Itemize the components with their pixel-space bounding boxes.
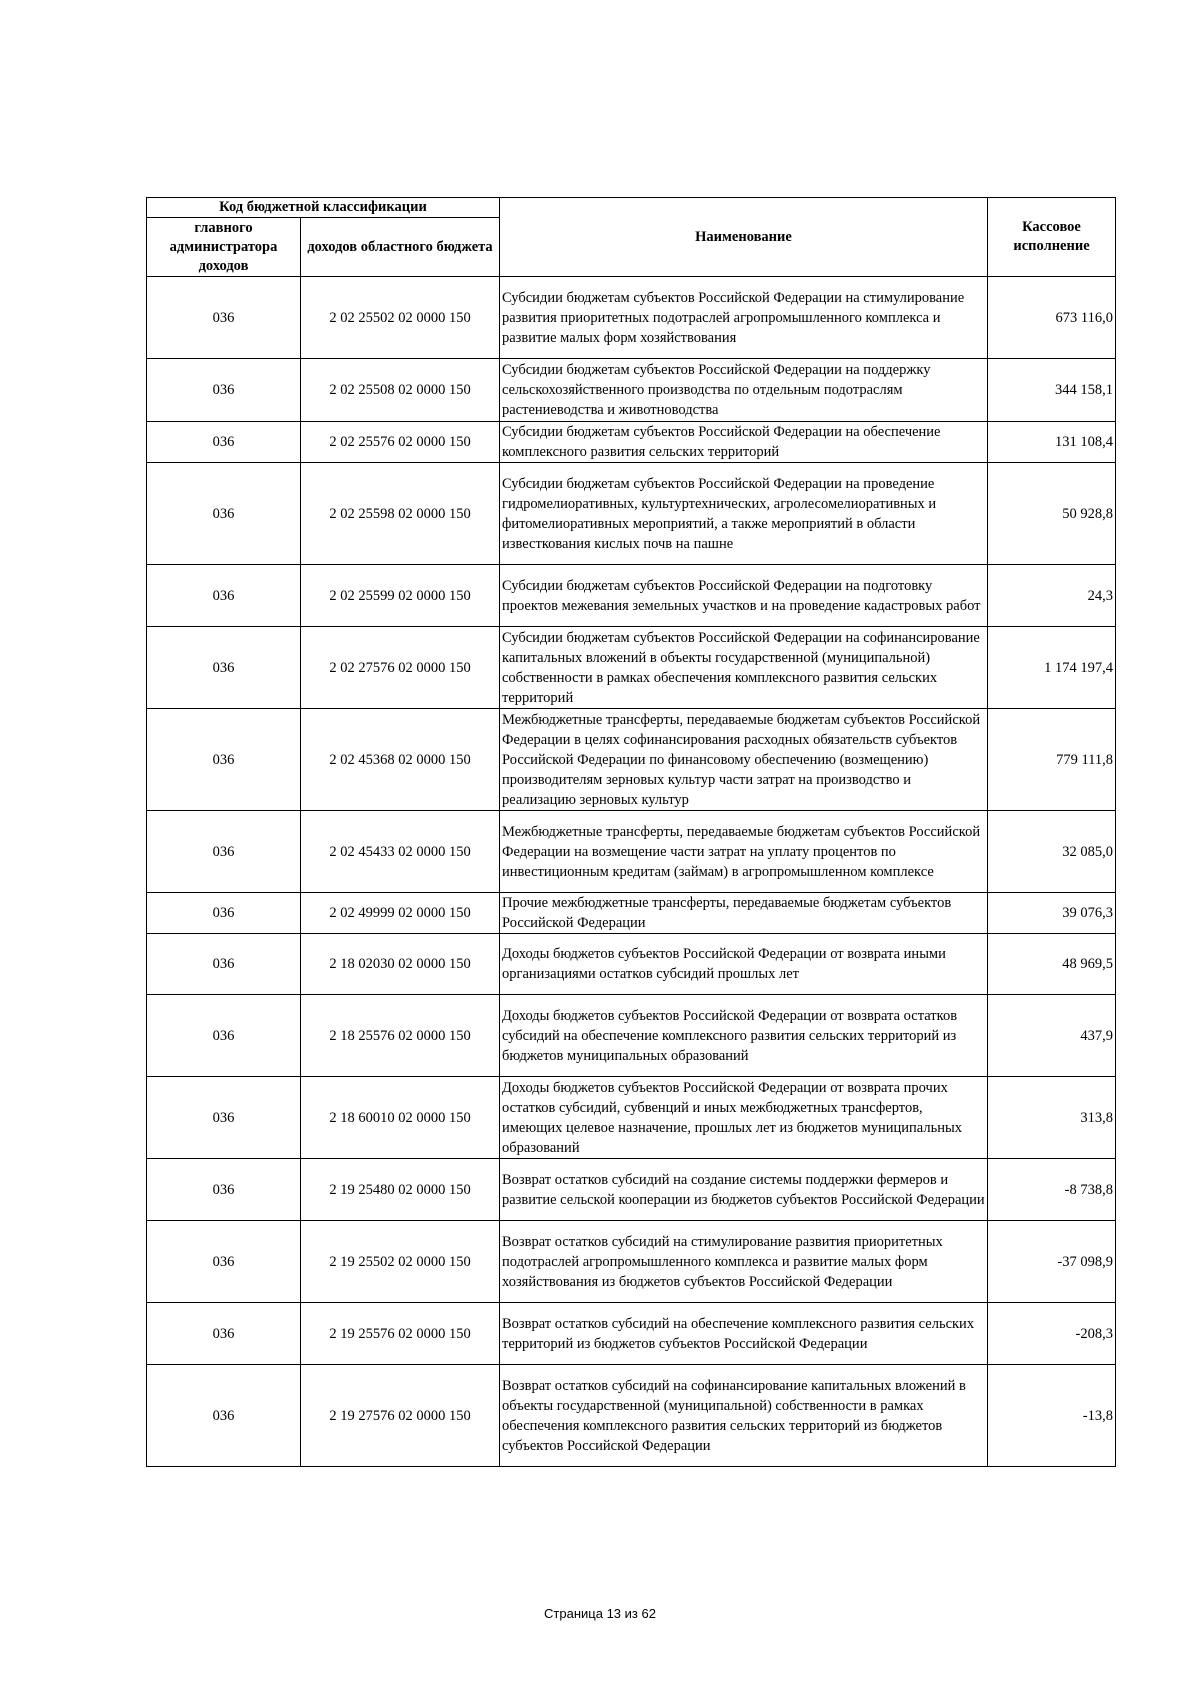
amount-cell: 779 111,8 [988,709,1116,811]
header-classification-code: Код бюджетной классификации [147,198,500,218]
amount-cell: 24,3 [988,565,1116,627]
admin-code-cell: 036 [147,995,301,1077]
table-row [147,565,1116,627]
income-code-cell: 2 02 45368 02 0000 150 [301,709,500,811]
table-row [147,627,1116,709]
amount-cell: -8 738,8 [988,1159,1116,1221]
amount-cell: 32 085,0 [988,811,1116,893]
table-row [147,709,1116,811]
name-cell: Доходы бюджетов субъектов Российской Федерации от возврата остатков субсидий на обеспечение комплексного развития сельских территорий из бюджетов муниципальных образований [500,995,988,1077]
name-cell: Субсидии бюджетам субъектов Российской Федерации на проведение гидромелиоративных, культуртехнических, агролесомелиоративных и фитомелиоративных мероприятий, а также мероприятий в области известкования кислых почв на пашне [500,463,988,565]
admin-code-cell: 036 [147,1159,301,1221]
admin-code-cell: 036 [147,565,301,627]
admin-code-cell: 036 [147,1221,301,1303]
table-row [147,463,1116,565]
name-cell: Возврат остатков субсидий на создание системы поддержки фермеров и развитие сельской кооперации из бюджетов субъектов Российской Федерации [500,1159,988,1221]
admin-code-cell: 036 [147,893,301,934]
income-code-cell: 2 18 60010 02 0000 150 [301,1077,500,1159]
table-row [147,811,1116,893]
income-code-cell: 2 02 49999 02 0000 150 [301,893,500,934]
name-cell: Субсидии бюджетам субъектов Российской Федерации на софинансирование капитальных вложений в объекты государственной (муниципальной) собственности в рамках обеспечения комплексного развития сельских территорий [500,627,988,709]
income-code-cell: 2 02 27576 02 0000 150 [301,627,500,709]
header-income-code: доходов областного бюджета [301,218,500,277]
amount-cell: 131 108,4 [988,422,1116,463]
table-row [147,277,1116,359]
budget-table [146,197,1116,1467]
income-code-cell: 2 19 25480 02 0000 150 [301,1159,500,1221]
income-code-cell: 2 19 25502 02 0000 150 [301,1221,500,1303]
name-cell: Доходы бюджетов субъектов Российской Федерации от возврата прочих остатков субсидий, субвенций и иных межбюджетных трансфертов, имеющих целевое назначение, прошлых лет из бюджетов муниципальных образований [500,1077,988,1159]
table-row [147,359,1116,422]
amount-cell: 437,9 [988,995,1116,1077]
amount-cell: -13,8 [988,1365,1116,1467]
admin-code-cell: 036 [147,627,301,709]
income-code-cell: 2 02 25598 02 0000 150 [301,463,500,565]
amount-cell: -208,3 [988,1303,1116,1365]
header-admin-code: главного администратора доходов [147,218,301,277]
name-cell: Субсидии бюджетам субъектов Российской Федерации на поддержку сельскохозяйственного производства по отдельным подотраслям растениеводства и животноводства [500,359,988,422]
admin-code-cell: 036 [147,463,301,565]
amount-cell: 39 076,3 [988,893,1116,934]
amount-cell: 48 969,5 [988,934,1116,995]
amount-cell: 344 158,1 [988,359,1116,422]
name-cell: Прочие межбюджетные трансферты, передаваемые бюджетам субъектов Российской Федерации [500,893,988,934]
admin-code-cell: 036 [147,1077,301,1159]
income-code-cell: 2 02 25599 02 0000 150 [301,565,500,627]
admin-code-cell: 036 [147,422,301,463]
table-row [147,893,1116,934]
income-code-cell: 2 18 25576 02 0000 150 [301,995,500,1077]
income-code-cell: 2 02 25508 02 0000 150 [301,359,500,422]
name-cell: Возврат остатков субсидий на софинансирование капитальных вложений в объекты государственной (муниципальной) собственности в рамках обеспечения комплексного развития сельских территорий из бюджетов субъектов Российской Федерации [500,1365,988,1467]
table-row [147,995,1116,1077]
table-row [147,1303,1116,1365]
income-code-cell: 2 02 45433 02 0000 150 [301,811,500,893]
name-cell: Возврат остатков субсидий на обеспечение комплексного развития сельских территорий из бюджетов субъектов Российской Федерации [500,1303,988,1365]
admin-code-cell: 036 [147,709,301,811]
income-code-cell: 2 19 27576 02 0000 150 [301,1365,500,1467]
table-row [147,422,1116,463]
income-code-cell: 2 02 25576 02 0000 150 [301,422,500,463]
amount-cell: 313,8 [988,1077,1116,1159]
table-header [147,198,1116,277]
name-cell: Межбюджетные трансферты, передаваемые бюджетам субъектов Российской Федерации на возмещение части затрат на уплату процентов по инвестиционным кредитам (займам) в агропромышленном комплексе [500,811,988,893]
name-cell: Субсидии бюджетам субъектов Российской Федерации на подготовку проектов межевания земельных участков и на проведение кадастровых работ [500,565,988,627]
income-code-cell: 2 18 02030 02 0000 150 [301,934,500,995]
admin-code-cell: 036 [147,277,301,359]
name-cell: Межбюджетные трансферты, передаваемые бюджетам субъектов Российской Федерации в целях софинансирования расходных обязательств субъектов Российской Федерации по финансовому обеспечению (возмещению) производителям зерновых культур части затрат на производство и реализацию зерновых культур [500,709,988,811]
name-cell: Возврат остатков субсидий на стимулирование развития приоритетных подотраслей агропромышленного комплекса и развитие малых форм хозяйствования из бюджетов субъектов Российской Федерации [500,1221,988,1303]
page-number: Страница 13 из 62 [544,1606,656,1621]
table-row [147,1221,1116,1303]
income-code-cell: 2 19 25576 02 0000 150 [301,1303,500,1365]
admin-code-cell: 036 [147,1365,301,1467]
name-cell: Субсидии бюджетам субъектов Российской Федерации на стимулирование развития приоритетных подотраслей агропромышленного комплекса и развитие малых форм хозяйствования [500,277,988,359]
name-cell: Субсидии бюджетам субъектов Российской Федерации на обеспечение комплексного развития сельских территорий [500,422,988,463]
income-code-cell: 2 02 25502 02 0000 150 [301,277,500,359]
table-row [147,934,1116,995]
amount-cell: 673 116,0 [988,277,1116,359]
admin-code-cell: 036 [147,811,301,893]
header-amount: Кассовое исполнение [988,198,1116,277]
header-name: Наименование [500,198,988,277]
table-body [147,277,1116,1467]
table-row [147,1365,1116,1467]
table-row [147,1077,1116,1159]
name-cell: Доходы бюджетов субъектов Российской Федерации от возврата иными организациями остатков субсидий прошлых лет [500,934,988,995]
amount-cell: 50 928,8 [988,463,1116,565]
table-row [147,1159,1116,1221]
admin-code-cell: 036 [147,359,301,422]
admin-code-cell: 036 [147,1303,301,1365]
amount-cell: -37 098,9 [988,1221,1116,1303]
admin-code-cell: 036 [147,934,301,995]
amount-cell: 1 174 197,4 [988,627,1116,709]
